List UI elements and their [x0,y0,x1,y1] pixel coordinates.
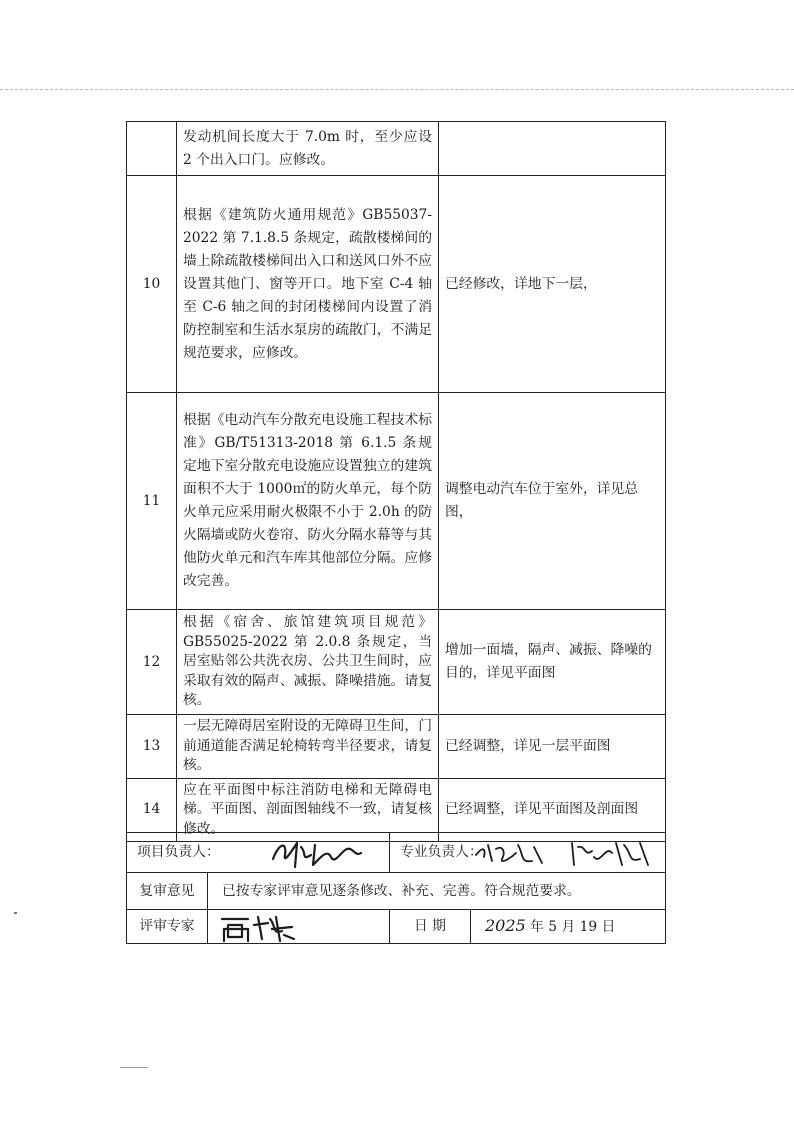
date-cell [471,910,666,944]
review-opinion-text: 已按专家评审意见逐条修改、补充、完善。符合规范要求。 [208,873,666,910]
responsible-persons-row [127,833,666,873]
row-number: 13 [127,715,177,779]
specialty-lead-cell [390,833,666,873]
table-row [127,610,666,715]
scan-artifact-line [0,89,794,90]
response-cell [439,122,666,176]
row-number: 14 [127,778,177,842]
expert-date-row [127,910,666,944]
expert-label: 评审专家 [127,910,208,944]
issue-cell: 应在平面图中标注消防电梯和无障碍电梯。平面图、剖面图轴线不一致，请复核修改。 [177,778,439,842]
response-cell: 已经调整，详见一层平面图 [439,715,666,779]
expert-signature [218,911,298,943]
expert-signature-cell [208,910,390,944]
row-number: 12 [127,610,177,715]
issue-cell: 发动机间长度大于 7.0m 时，至少应设 2 个出入口门。应修改。 [177,122,439,176]
date-year: 2025 [485,916,526,935]
review-opinion-row [127,873,666,910]
response-cell: 已经调整，详见平面图及剖面图 [439,778,666,842]
specialty-lead-signatures [472,835,652,871]
issue-cell: 根据《宿舍、旅馆建筑项目规范》GB55025-2022 第 2.0.8 条规定，当居室贴邻公共洗衣房、公共卫生间时，应采取有效的隔声、减振、降噪措施。请复核。 [177,610,439,715]
date-text: 年 5 月 19 日 [530,919,616,935]
row-number [127,122,177,176]
review-opinion-label: 复审意见 [127,873,208,910]
review-response-table [126,121,666,842]
scan-speck [120,1067,148,1068]
issue-cell: 根据《电动汽车分散充电设施工程技术标准》GB/T51313-2018 第 6.1.5 条规定地下室分散充电设施应设置独立的建筑面积不大于 1000㎡的防火单元，每个防火单元应采用耐火极限不小于 2.0h 的防火隔墙或防火卷帘、防火分隔水幕等与其他防火单元和汽车库其他部位分隔。应修改完善。 [177,393,439,610]
row-number: 10 [127,176,177,393]
scan-speck [14,912,17,914]
response-cell: 增加一面墙，隔声、减振、降噪的目的，详见平面图 [439,610,666,715]
project-lead-signature [267,835,367,871]
response-cell: 已经修改，详地下一层， [439,176,666,393]
specialty-lead-label: 专业负责人： [400,844,483,860]
project-lead-label: 项目负责人： [137,844,220,860]
signature-table [126,832,666,944]
issue-cell: 一层无障碍居室附设的无障碍卫生间，门前通道能否满足轮椅转弯半径要求，请复核。 [177,715,439,779]
row-number: 11 [127,393,177,610]
issue-cell: 根据《建筑防火通用规范》GB55037-2022 第 7.1.8.5 条规定，疏散楼梯间的墙上除疏散楼梯间出入口和送风口外不应设置其他门、窗等开口。地下室 C-4 轴至 C-6 轴之间的封闭楼梯间内设置了消防控制室和生活水泵房的疏散门，不满足规范要求，应修改。 [177,176,439,393]
table-row [127,176,666,393]
response-cell: 调整电动汽车位于室外，详见总图， [439,393,666,610]
project-lead-cell [127,833,390,873]
date-label: 日 期 [390,910,471,944]
table-row [127,715,666,779]
table-row [127,122,666,176]
table-row [127,393,666,610]
